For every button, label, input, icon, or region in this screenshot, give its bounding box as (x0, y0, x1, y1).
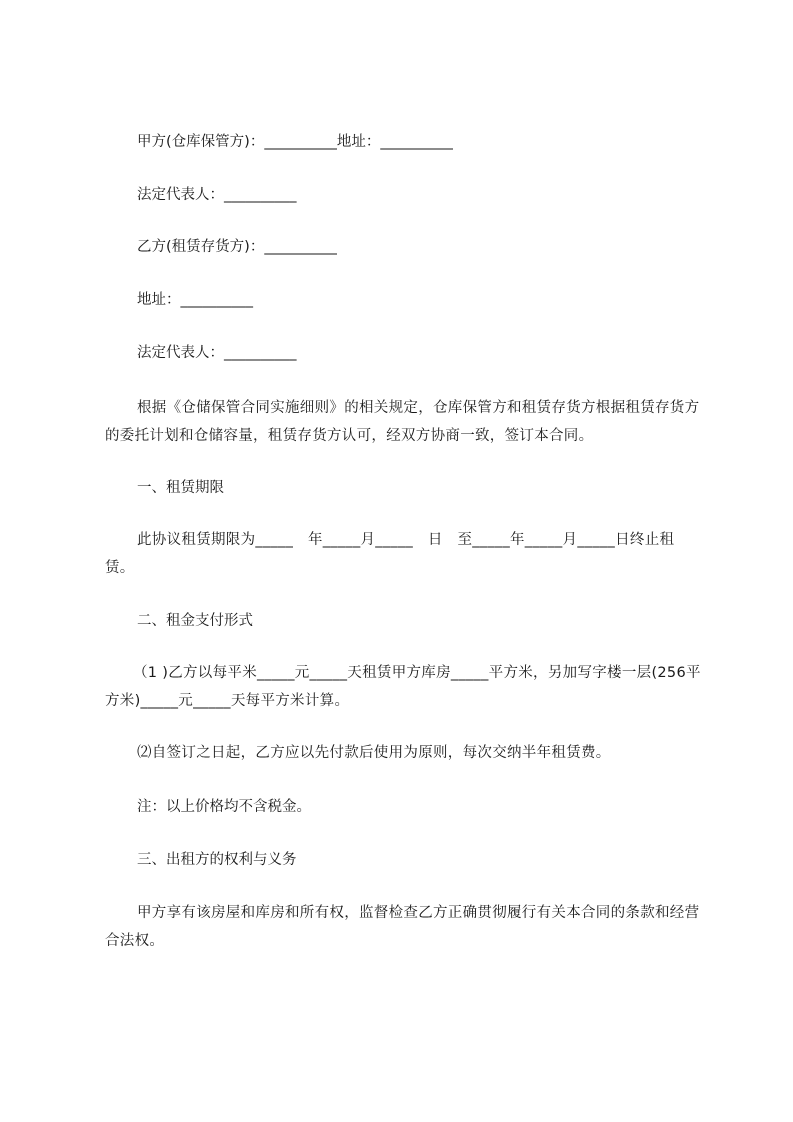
party-b-representative-line: 法定代表人：__________ (137, 345, 297, 361)
section-2-item-1: （1 )乙方以每平米_____元_____天租赁甲方库房_____平方米，另加写字楼一层(256平方米)_____元_____天每平方米计算。 (105, 665, 701, 709)
section-3-title: 三、出租方的权利与义务 (137, 852, 297, 868)
preamble-paragraph: 根据《仓储保管合同实施细则》的相关规定，仓库保管方和租赁存货方根据租赁存货方的委托计划和仓储容量，租赁存货方认可，经双方协商一致，签订本合同。 (105, 400, 700, 444)
section-2-note: 注：以上价格均不含税金。 (137, 799, 311, 815)
section-2-title: 二、租金支付形式 (137, 613, 253, 629)
section-2-item-2: ⑵自签订之日起，乙方应以先付款后使用为原则，每次交纳半年租赁费。 (137, 745, 611, 761)
section-3-body: 甲方享有该房屋和库房和所有权，监督检查乙方正确贯彻履行有关本合同的条款和经营合法权。 (105, 905, 700, 949)
party-b-address-line: 地址：__________ (137, 292, 253, 308)
party-a-line: 甲方(仓库保管方)：__________地址：__________ (137, 134, 453, 150)
section-1-body: 此协议租赁期限为_____ 年_____月_____ 日 至_____年_____月_____日终止租赁。 (105, 532, 675, 576)
party-a-representative-line: 法定代表人：__________ (137, 187, 297, 203)
party-b-line: 乙方(租赁存货方)：__________ (137, 239, 337, 255)
section-1-title: 一、租赁期限 (137, 480, 224, 496)
